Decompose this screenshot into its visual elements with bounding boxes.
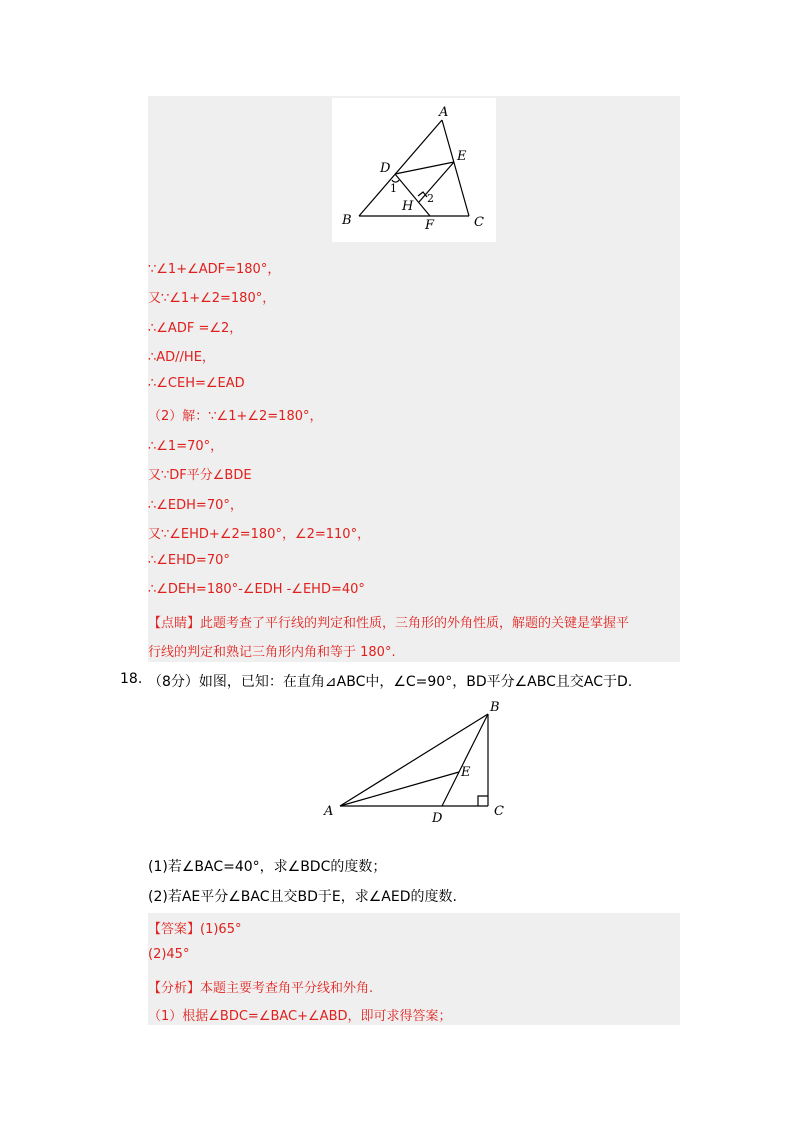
fig2-label-E: E — [461, 765, 471, 780]
comment-line-1 — [148, 612, 629, 631]
answer-tag: 【答案】 — [148, 922, 201, 937]
solution-line: ∴∠DEH=180°-∠EDH -∠EHD=40° — [148, 582, 365, 597]
comment-text: 此题考查了平行线的判定和性质，三角形的外角性质，解题的关键是掌握平 — [200, 616, 630, 631]
solution-line: ∴∠1=70°， — [148, 439, 224, 454]
fig2-label-A: A — [324, 804, 334, 819]
analysis-step: （1）根据∠BDC=∠BAC+∠ABD，即可求得答案； — [148, 1009, 452, 1024]
figure-1-svg — [332, 98, 496, 242]
solution-line: 又∵DF平分∠BDE — [148, 468, 252, 483]
answer-1: (1)65° — [200, 922, 242, 937]
solution-line: ∴∠CEH=∠EAD — [148, 376, 245, 391]
analysis-tag: 【分析】 — [148, 981, 201, 996]
fig1-label-H: H — [402, 199, 414, 214]
fig1-label-C: C — [474, 215, 484, 230]
solution-line: 又∵∠EHD+∠2=180°，∠2=110°， — [148, 527, 371, 542]
fig2-label-B: B — [490, 700, 500, 715]
question-part-1: (1)若∠BAC=40°，求∠BDC的度数； — [148, 859, 387, 875]
analysis-line — [148, 977, 373, 996]
solution-line: ∴∠ADF =∠2， — [148, 321, 243, 336]
figure-1 — [332, 98, 496, 242]
fig1-label-F: F — [425, 218, 435, 233]
fig1-label-1: 1 — [390, 182, 397, 195]
solution-line: ∴AD//HE， — [148, 350, 215, 365]
answer-2: (2)45° — [148, 947, 190, 962]
fig1-label-D: D — [380, 161, 391, 176]
fig2-label-C: C — [494, 804, 504, 819]
fig1-label-E: E — [457, 149, 467, 164]
question-text: （8分）如图，已知：在直角⊿ABC中，∠C=90°，BD平分∠ABC且交AC于D. — [148, 674, 633, 690]
question-number: 18. — [120, 671, 143, 687]
solution-line: ∵∠1+∠ADF=180°， — [148, 262, 281, 277]
analysis-text: 本题主要考查角平分线和外角. — [200, 981, 374, 996]
answer-line-1 — [148, 918, 241, 937]
fig2-label-D: D — [432, 811, 443, 826]
comment-line-2: 行线的判定和熟记三角形内角和等于 180°. — [148, 645, 396, 660]
solution-line: ∴∠EHD=70° — [148, 553, 230, 568]
fig1-label-B: B — [342, 213, 352, 228]
figure-2 — [318, 698, 518, 828]
solution-line: 又∵∠1+∠2=180°， — [148, 291, 276, 306]
question-part-2: (2)若AE平分∠BAC且交BD于E，求∠AED的度数. — [148, 889, 457, 905]
solution-line: （2）解：∵∠1+∠2=180°， — [148, 409, 323, 424]
solution-line: ∴∠EDH=70°， — [148, 498, 243, 513]
figure-2-svg — [318, 698, 518, 828]
comment-tag: 【点睛】 — [148, 616, 201, 631]
fig1-label-2: 2 — [427, 192, 434, 205]
fig1-label-A: A — [439, 105, 449, 120]
